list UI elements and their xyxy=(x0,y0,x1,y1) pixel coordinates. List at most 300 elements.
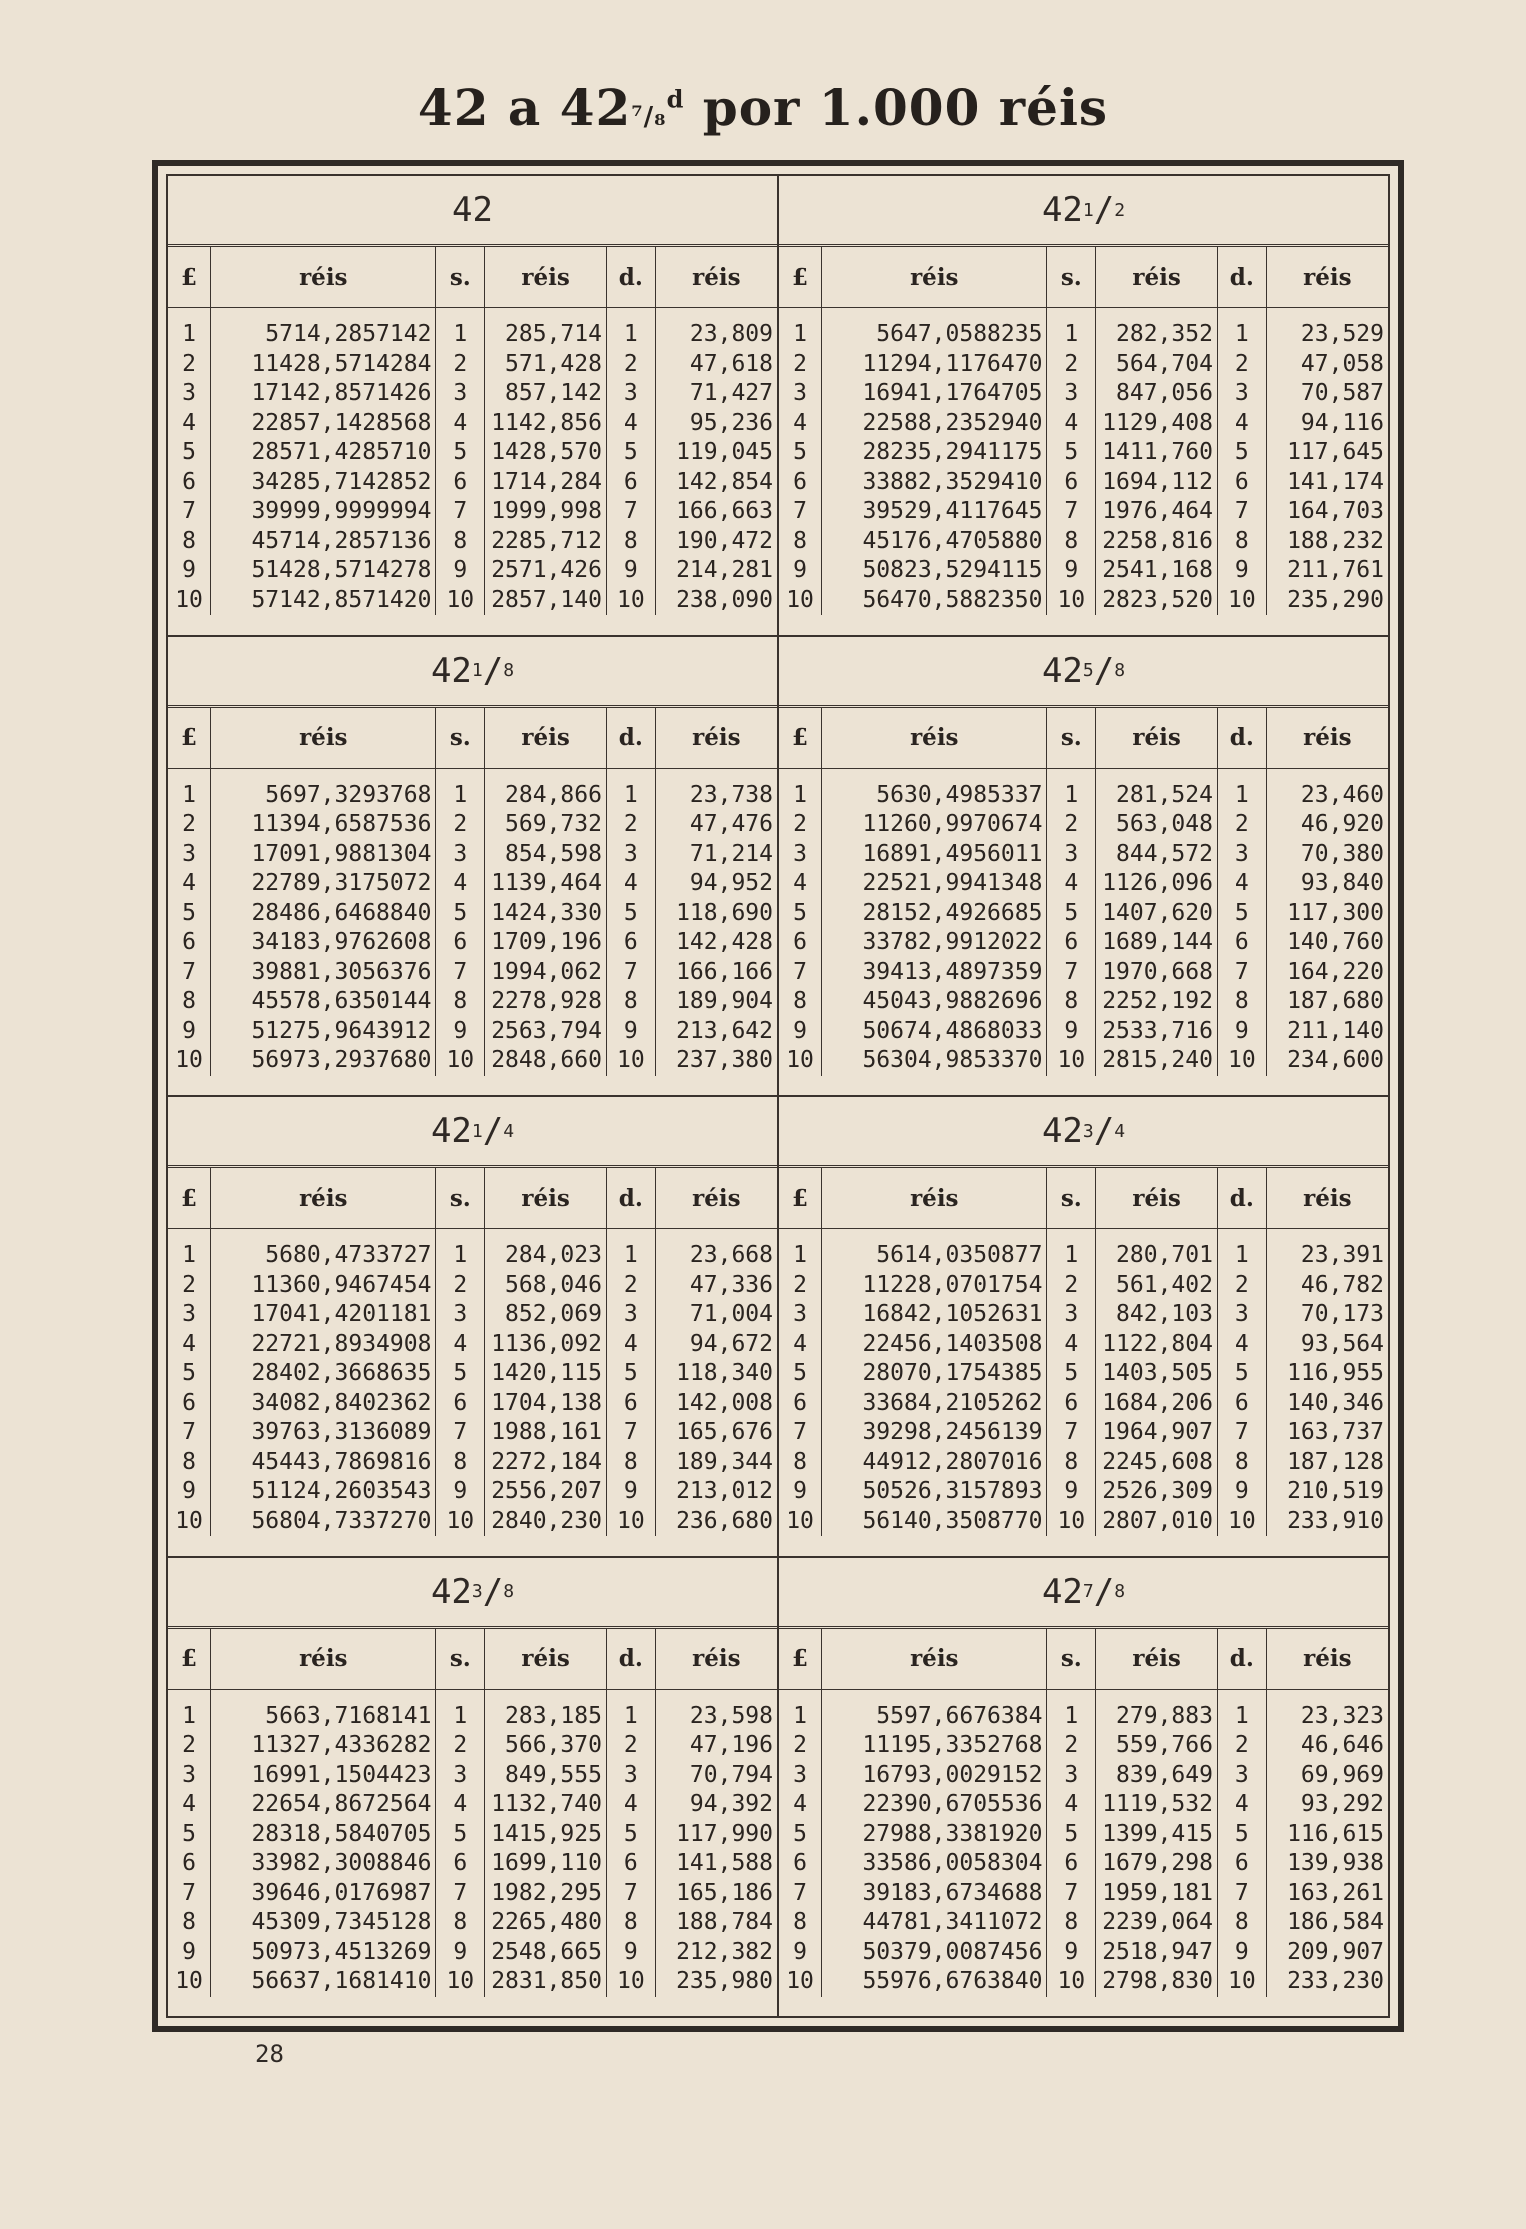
shilling-count: 3 xyxy=(1047,1761,1096,1791)
shilling-count: 6 xyxy=(1047,468,1096,498)
pence-count: 3 xyxy=(606,840,655,870)
pound-value: 22789,3175072 xyxy=(211,869,436,899)
pound-value: 16842,1052631 xyxy=(822,1300,1047,1330)
table-row xyxy=(779,899,1388,929)
pence-value: 142,428 xyxy=(676,929,773,955)
shilling-value: 1407,620 xyxy=(1096,899,1218,929)
shilling-count: 9 xyxy=(436,1938,485,1968)
shilling-value: 2556,207 xyxy=(485,1477,607,1507)
pound-value: 34285,7142852 xyxy=(211,468,436,498)
rate-label-main: 42 xyxy=(452,190,493,230)
shilling-count: 7 xyxy=(436,497,485,527)
shilling-count: 4 xyxy=(436,1330,485,1360)
pound-count: 5 xyxy=(168,899,211,929)
pence-value: 93,840 xyxy=(1300,870,1384,896)
reis-column-header: réis xyxy=(655,1168,777,1229)
table-row xyxy=(779,810,1388,840)
pound-value: 57142,8571420 xyxy=(211,586,436,616)
shilling-count: 9 xyxy=(436,556,485,586)
shilling-value: 1399,415 xyxy=(1096,1820,1218,1850)
pound-count: 7 xyxy=(168,1879,211,1909)
shilling-value: 2272,184 xyxy=(485,1448,607,1478)
pence-count: 5 xyxy=(606,1820,655,1850)
pence-value: 211,140 xyxy=(1287,1017,1384,1044)
pound-value: 22654,8672564 xyxy=(211,1790,436,1820)
pence-count: 10 xyxy=(1217,1967,1266,1997)
pence-count: 4 xyxy=(606,1330,655,1360)
table-row xyxy=(168,409,777,439)
pence-value: 238,090 xyxy=(676,586,773,613)
rate-label-main: 42 xyxy=(430,650,472,691)
shilling-value: 1126,096 xyxy=(1096,869,1218,899)
shilling-value: 844,572 xyxy=(1096,840,1218,870)
table-row xyxy=(168,1300,777,1330)
shilling-count: 3 xyxy=(1047,840,1096,870)
pence-value: 189,904 xyxy=(676,988,773,1014)
pence-value: 70,794 xyxy=(689,1761,773,1788)
pence-count: 3 xyxy=(606,379,655,409)
rate-label-denominator: 8 xyxy=(503,660,515,681)
pound-value: 33586,0058304 xyxy=(822,1849,1047,1879)
shilling-count: 8 xyxy=(1047,527,1096,557)
pound-count: 4 xyxy=(168,409,211,439)
pence-value: 46,782 xyxy=(1300,1271,1384,1298)
shilling-value: 2239,064 xyxy=(1096,1908,1218,1938)
pound-value: 34082,8402362 xyxy=(211,1389,436,1419)
pence-count: 8 xyxy=(1217,987,1266,1017)
shilling-count: 10 xyxy=(436,1046,485,1076)
table-row xyxy=(168,1761,777,1791)
pence-count: 3 xyxy=(1217,1761,1266,1791)
rate-block xyxy=(778,1096,1389,1557)
pound-column-header: £ xyxy=(168,1629,211,1690)
pence-value: 214,281 xyxy=(676,557,773,583)
pound-value: 39646,0176987 xyxy=(211,1879,436,1909)
rate-label-numerator: 1 xyxy=(471,1120,483,1142)
rate-label-slash: / xyxy=(482,1571,504,1612)
shilling-value: 282,352 xyxy=(1096,308,1218,350)
pound-count: 7 xyxy=(168,497,211,527)
reis-column-header: réis xyxy=(1096,247,1218,308)
table-row xyxy=(168,1689,777,1731)
table-row xyxy=(168,1908,777,1938)
rate-block-heading xyxy=(779,1558,1388,1629)
pound-value: 22390,6705536 xyxy=(822,1790,1047,1820)
table-row xyxy=(779,1849,1388,1879)
shilling-count: 6 xyxy=(436,1849,485,1879)
pound-value: 56804,7337270 xyxy=(211,1507,436,1537)
pence-value: 23,738 xyxy=(689,781,773,808)
pound-value: 11228,0701754 xyxy=(822,1271,1047,1301)
conversion-table xyxy=(779,708,1388,1076)
shilling-value: 280,701 xyxy=(1096,1229,1218,1271)
shilling-value: 1704,138 xyxy=(485,1389,607,1419)
table-row xyxy=(779,1330,1388,1360)
table-row xyxy=(779,1448,1388,1478)
table-header-row xyxy=(168,708,777,769)
table-row xyxy=(168,1448,777,1478)
shilling-count: 2 xyxy=(1047,350,1096,380)
pound-value: 28152,4926685 xyxy=(822,899,1047,929)
shilling-count: 8 xyxy=(1047,1908,1096,1938)
pence-count: 4 xyxy=(606,869,655,899)
reis-column-header: réis xyxy=(822,247,1047,308)
title-fraction: ⁷/₈ xyxy=(631,102,667,132)
pence-count: 5 xyxy=(606,438,655,468)
pence-count: 6 xyxy=(606,468,655,498)
pence-count: 8 xyxy=(1217,527,1266,557)
rate-block-heading xyxy=(168,637,777,708)
pence-count: 9 xyxy=(1217,1938,1266,1968)
pence-value: 71,427 xyxy=(689,380,773,406)
pence-count: 9 xyxy=(606,1477,655,1507)
shilling-value: 561,402 xyxy=(1096,1271,1218,1301)
rate-label-numerator: 1 xyxy=(1082,199,1094,221)
shilling-count: 4 xyxy=(1047,1330,1096,1360)
pence-value: 209,907 xyxy=(1287,1938,1384,1965)
rate-label-slash: / xyxy=(1093,1111,1115,1151)
pound-count: 3 xyxy=(779,1761,822,1791)
pound-count: 2 xyxy=(168,810,211,840)
pound-count: 2 xyxy=(779,1271,822,1301)
table-row xyxy=(779,1046,1388,1076)
pound-value: 56637,1681410 xyxy=(211,1967,436,1997)
table-row xyxy=(168,438,777,468)
shilling-count: 5 xyxy=(1047,1359,1096,1389)
pound-value: 11195,3352768 xyxy=(822,1731,1047,1761)
shilling-column-header: s. xyxy=(436,708,485,769)
shilling-value: 852,069 xyxy=(485,1300,607,1330)
table-row xyxy=(779,527,1388,557)
pence-value: 235,980 xyxy=(676,1968,773,1994)
shilling-count: 6 xyxy=(1047,1849,1096,1879)
shilling-count: 10 xyxy=(1047,1967,1096,1997)
shilling-value: 1411,760 xyxy=(1096,438,1218,468)
shilling-value: 1689,144 xyxy=(1096,928,1218,958)
conversion-grid xyxy=(166,174,1390,2018)
shilling-value: 1679,298 xyxy=(1096,1849,1218,1879)
pound-value: 28402,3668635 xyxy=(211,1359,436,1389)
shilling-count: 8 xyxy=(1047,1448,1096,1478)
table-row xyxy=(779,1507,1388,1537)
pence-count: 2 xyxy=(606,810,655,840)
pence-value: 163,261 xyxy=(1287,1879,1384,1906)
shilling-count: 1 xyxy=(1047,1229,1096,1271)
pound-count: 9 xyxy=(779,1477,822,1507)
table-row xyxy=(779,438,1388,468)
pound-value: 45714,2857136 xyxy=(211,527,436,557)
pence-column-header: d. xyxy=(1217,1629,1266,1690)
page-number: 28 xyxy=(255,2040,284,2068)
pence-count: 6 xyxy=(1217,928,1266,958)
rate-label-slash: / xyxy=(482,1111,504,1151)
table-row xyxy=(168,1938,777,1968)
shilling-value: 1959,181 xyxy=(1096,1879,1218,1909)
pence-count: 1 xyxy=(1217,1229,1266,1271)
table-row xyxy=(168,810,777,840)
shilling-count: 7 xyxy=(436,1418,485,1448)
table-row xyxy=(168,840,777,870)
table-row xyxy=(779,840,1388,870)
shilling-value: 1994,062 xyxy=(485,958,607,988)
pence-count: 2 xyxy=(1217,1731,1266,1761)
shilling-column-header: s. xyxy=(1047,1629,1096,1690)
pence-value: 166,663 xyxy=(676,498,773,524)
shilling-count: 4 xyxy=(436,1790,485,1820)
table-row xyxy=(168,1271,777,1301)
pence-count: 9 xyxy=(1217,1477,1266,1507)
table-header-row xyxy=(779,247,1388,308)
pound-count: 2 xyxy=(168,1731,211,1761)
table-row xyxy=(779,958,1388,988)
rate-block-heading xyxy=(779,176,1388,247)
pence-value: 233,910 xyxy=(1287,1507,1384,1534)
pound-count: 10 xyxy=(168,1507,211,1537)
pence-value: 210,519 xyxy=(1287,1478,1384,1504)
pound-value: 5663,7168141 xyxy=(211,1689,436,1731)
table-row xyxy=(779,987,1388,1017)
rate-block xyxy=(167,1557,778,2018)
shilling-value: 569,732 xyxy=(485,810,607,840)
pound-count: 6 xyxy=(168,1389,211,1419)
shilling-value: 1420,115 xyxy=(485,1359,607,1389)
shilling-count: 6 xyxy=(436,928,485,958)
shilling-count: 2 xyxy=(436,350,485,380)
table-row xyxy=(168,1229,777,1271)
pound-count: 4 xyxy=(779,409,822,439)
table-row xyxy=(168,1967,777,1997)
shilling-count: 10 xyxy=(436,1967,485,1997)
table-row xyxy=(168,556,777,586)
pence-count: 9 xyxy=(606,1017,655,1047)
pound-value: 11327,4336282 xyxy=(211,1731,436,1761)
table-row xyxy=(779,1879,1388,1909)
shilling-count: 1 xyxy=(436,1689,485,1731)
shilling-value: 1694,112 xyxy=(1096,468,1218,498)
pound-value: 50973,4513269 xyxy=(211,1938,436,1968)
pound-value: 5630,4985337 xyxy=(822,768,1047,810)
shilling-count: 4 xyxy=(436,869,485,899)
pound-value: 56304,9853370 xyxy=(822,1046,1047,1076)
reis-column-header: réis xyxy=(1266,247,1388,308)
pound-count: 3 xyxy=(168,840,211,870)
pence-value: 189,344 xyxy=(676,1448,773,1475)
table-row xyxy=(779,1820,1388,1850)
pence-count: 2 xyxy=(606,1731,655,1761)
conversion-table xyxy=(779,247,1388,615)
pence-count: 2 xyxy=(1217,810,1266,840)
table-row xyxy=(168,350,777,380)
table-row xyxy=(779,308,1388,350)
pence-value: 166,166 xyxy=(676,958,773,985)
table-row xyxy=(168,308,777,350)
table-row xyxy=(168,1330,777,1360)
conversion-table xyxy=(168,247,777,615)
pence-count: 8 xyxy=(606,987,655,1017)
pound-count: 1 xyxy=(168,308,211,350)
shilling-column-header: s. xyxy=(436,1629,485,1690)
shilling-value: 284,866 xyxy=(485,768,607,810)
shilling-count: 1 xyxy=(436,308,485,350)
pence-count: 8 xyxy=(1217,1908,1266,1938)
pound-count: 4 xyxy=(779,1330,822,1360)
shilling-value: 571,428 xyxy=(485,350,607,380)
table-row xyxy=(779,869,1388,899)
pound-value: 22521,9941348 xyxy=(822,869,1047,899)
pound-value: 11394,6587536 xyxy=(211,810,436,840)
shilling-value: 1122,804 xyxy=(1096,1330,1218,1360)
pound-count: 10 xyxy=(168,1967,211,1997)
shilling-count: 8 xyxy=(436,987,485,1017)
pence-value: 93,292 xyxy=(1300,1791,1384,1817)
pound-count: 7 xyxy=(168,958,211,988)
pence-column-header: d. xyxy=(1217,247,1266,308)
shilling-value: 1132,740 xyxy=(485,1790,607,1820)
rate-label-numerator: 7 xyxy=(1082,1581,1094,1602)
pound-count: 7 xyxy=(779,1879,822,1909)
pence-column-header: d. xyxy=(1217,1168,1266,1229)
pound-count: 5 xyxy=(168,438,211,468)
pound-count: 9 xyxy=(168,1477,211,1507)
shilling-count: 10 xyxy=(1047,1507,1096,1537)
shilling-value: 2798,830 xyxy=(1096,1967,1218,1997)
table-row xyxy=(168,497,777,527)
pence-count: 4 xyxy=(1217,869,1266,899)
pence-value: 70,587 xyxy=(1300,380,1384,406)
rate-block xyxy=(778,1557,1389,2018)
pence-value: 70,173 xyxy=(1300,1301,1384,1327)
table-header-row xyxy=(779,708,1388,769)
shilling-column-header: s. xyxy=(436,247,485,308)
pound-count: 2 xyxy=(168,1271,211,1301)
shilling-count: 10 xyxy=(436,1507,485,1537)
shilling-column-header: s. xyxy=(1047,247,1096,308)
pence-value: 237,380 xyxy=(676,1047,773,1073)
pence-value: 139,938 xyxy=(1287,1850,1384,1876)
pound-count: 6 xyxy=(168,468,211,498)
table-header-row xyxy=(779,1168,1388,1229)
rate-label-denominator: 8 xyxy=(503,1581,515,1602)
pence-value: 187,128 xyxy=(1287,1448,1384,1475)
rate-block-heading xyxy=(779,1097,1388,1168)
shilling-count: 3 xyxy=(436,840,485,870)
shilling-value: 2831,850 xyxy=(485,1967,607,1997)
rate-label-denominator: 4 xyxy=(1114,1120,1126,1142)
rate-label-numerator: 3 xyxy=(471,1581,483,1602)
table-row xyxy=(168,379,777,409)
pound-count: 2 xyxy=(168,350,211,380)
table-row xyxy=(779,1731,1388,1761)
pound-count: 6 xyxy=(168,1849,211,1879)
pence-value: 165,676 xyxy=(676,1419,773,1445)
table-row xyxy=(779,1229,1388,1271)
pound-value: 39413,4897359 xyxy=(822,958,1047,988)
shilling-value: 2823,520 xyxy=(1096,586,1218,616)
shilling-count: 6 xyxy=(436,1389,485,1419)
pound-value: 50379,0087456 xyxy=(822,1938,1047,1968)
shilling-value: 2857,140 xyxy=(485,586,607,616)
pound-value: 33684,2105262 xyxy=(822,1389,1047,1419)
pound-value: 33782,9912022 xyxy=(822,928,1047,958)
pound-value: 45443,7869816 xyxy=(211,1448,436,1478)
pound-count: 4 xyxy=(168,1330,211,1360)
pence-value: 47,058 xyxy=(1300,350,1384,377)
pound-count: 10 xyxy=(779,1507,822,1537)
pence-count: 4 xyxy=(1217,1790,1266,1820)
pence-value: 23,460 xyxy=(1300,781,1384,808)
pence-count: 6 xyxy=(1217,468,1266,498)
shilling-count: 4 xyxy=(1047,1790,1096,1820)
pound-value: 28235,2941175 xyxy=(822,438,1047,468)
reis-column-header: réis xyxy=(485,708,607,769)
pound-count: 7 xyxy=(779,958,822,988)
pound-count: 2 xyxy=(779,350,822,380)
shilling-count: 2 xyxy=(1047,1271,1096,1301)
pence-value: 69,969 xyxy=(1300,1761,1384,1788)
shilling-value: 1129,408 xyxy=(1096,409,1218,439)
shilling-value: 2258,816 xyxy=(1096,527,1218,557)
pence-count: 1 xyxy=(1217,1689,1266,1731)
pence-value: 71,214 xyxy=(689,840,773,867)
pence-value: 94,116 xyxy=(1300,409,1384,436)
pence-count: 7 xyxy=(1217,1879,1266,1909)
rate-label-main: 42 xyxy=(1041,190,1083,230)
pound-value: 27988,3381920 xyxy=(822,1820,1047,1850)
reis-column-header: réis xyxy=(1266,1629,1388,1690)
pence-count: 1 xyxy=(606,768,655,810)
pence-value: 188,784 xyxy=(676,1909,773,1935)
rate-label-numerator: 5 xyxy=(1082,660,1094,681)
pound-count: 10 xyxy=(779,586,822,616)
pound-value: 39298,2456139 xyxy=(822,1418,1047,1448)
pence-value: 23,809 xyxy=(689,321,773,347)
shilling-count: 9 xyxy=(1047,1938,1096,1968)
shilling-value: 1424,330 xyxy=(485,899,607,929)
pence-value: 140,346 xyxy=(1287,1389,1384,1416)
shilling-value: 1976,464 xyxy=(1096,497,1218,527)
table-row xyxy=(779,586,1388,616)
pence-count: 6 xyxy=(1217,1389,1266,1419)
pound-count: 4 xyxy=(779,1790,822,1820)
pence-count: 5 xyxy=(606,1359,655,1389)
pound-count: 6 xyxy=(779,928,822,958)
pound-value: 22857,1428568 xyxy=(211,409,436,439)
table-row xyxy=(779,497,1388,527)
pence-value: 23,323 xyxy=(1300,1702,1384,1729)
pound-value: 55976,6763840 xyxy=(822,1967,1047,1997)
shilling-count: 9 xyxy=(1047,556,1096,586)
pence-value: 211,761 xyxy=(1287,557,1384,583)
reis-column-header: réis xyxy=(1096,1168,1218,1229)
page-title xyxy=(0,78,1526,137)
shilling-count: 6 xyxy=(436,468,485,498)
table-row xyxy=(779,379,1388,409)
pound-count: 6 xyxy=(168,928,211,958)
table-row xyxy=(779,1967,1388,1997)
reis-column-header: réis xyxy=(485,247,607,308)
pound-value: 39881,3056376 xyxy=(211,958,436,988)
shilling-value: 568,046 xyxy=(485,1271,607,1301)
shilling-count: 1 xyxy=(1047,1689,1096,1731)
shilling-column-header: s. xyxy=(436,1168,485,1229)
pence-count: 4 xyxy=(1217,409,1266,439)
conversion-table xyxy=(168,708,777,1076)
reis-column-header: réis xyxy=(655,1629,777,1690)
shilling-count: 1 xyxy=(1047,768,1096,810)
pound-value: 5597,6676384 xyxy=(822,1689,1047,1731)
shilling-count: 5 xyxy=(436,899,485,929)
shilling-value: 2848,660 xyxy=(485,1046,607,1076)
